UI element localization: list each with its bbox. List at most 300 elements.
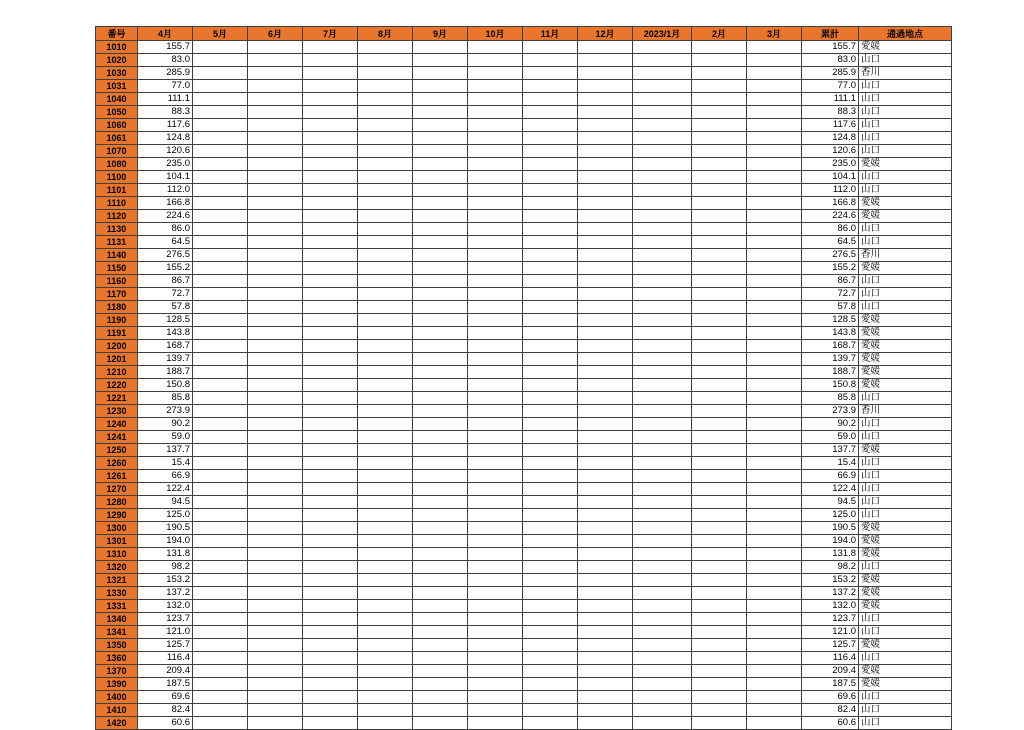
value-cell-sep[interactable] [413, 392, 468, 405]
value-cell-nov[interactable] [523, 41, 578, 54]
value-cell-jul[interactable] [303, 223, 358, 236]
total-cell[interactable]: 155.2 [802, 262, 859, 275]
value-cell-dec[interactable] [578, 171, 633, 184]
value-cell-jun[interactable] [248, 158, 303, 171]
value-cell-jul[interactable] [303, 236, 358, 249]
value-cell-mar[interactable] [747, 639, 802, 652]
value-cell-dec[interactable] [578, 444, 633, 457]
value-cell-mar[interactable] [747, 574, 802, 587]
value-cell-feb[interactable] [692, 600, 747, 613]
value-cell-jul[interactable] [303, 301, 358, 314]
value-cell-mar[interactable] [747, 249, 802, 262]
passing-point-cell[interactable]: 山口 [859, 288, 952, 301]
passing-point-cell[interactable]: 愛媛 [859, 197, 952, 210]
row-number-cell[interactable]: 1061 [96, 132, 138, 145]
value-cell-jul[interactable] [303, 249, 358, 262]
value-cell-sep[interactable] [413, 496, 468, 509]
value-cell-feb[interactable] [692, 67, 747, 80]
value-cell-jul[interactable] [303, 340, 358, 353]
value-cell-mar[interactable] [747, 158, 802, 171]
value-cell-dec[interactable] [578, 691, 633, 704]
value-cell-jun[interactable] [248, 457, 303, 470]
value-cell-dec[interactable] [578, 223, 633, 236]
row-number-cell[interactable]: 1100 [96, 171, 138, 184]
value-cell-apr[interactable]: 155.2 [138, 262, 193, 275]
value-cell-nov[interactable] [523, 340, 578, 353]
value-cell-aug[interactable] [358, 678, 413, 691]
value-cell-apr[interactable]: 143.8 [138, 327, 193, 340]
value-cell-mar[interactable] [747, 314, 802, 327]
value-cell-may[interactable] [193, 470, 248, 483]
value-cell-jun[interactable] [248, 626, 303, 639]
value-cell-feb[interactable] [692, 366, 747, 379]
row-number-cell[interactable]: 1360 [96, 652, 138, 665]
total-cell[interactable]: 187.5 [802, 678, 859, 691]
value-cell-sep[interactable] [413, 509, 468, 522]
value-cell-apr[interactable]: 83.0 [138, 54, 193, 67]
value-cell-may[interactable] [193, 418, 248, 431]
value-cell-jul[interactable] [303, 704, 358, 717]
value-cell-mar[interactable] [747, 509, 802, 522]
value-cell-apr[interactable]: 98.2 [138, 561, 193, 574]
passing-point-cell[interactable]: 山口 [859, 509, 952, 522]
total-cell[interactable]: 190.5 [802, 522, 859, 535]
value-cell-apr[interactable]: 120.6 [138, 145, 193, 158]
value-cell-jun[interactable] [248, 639, 303, 652]
value-cell-aug[interactable] [358, 340, 413, 353]
value-cell-feb[interactable] [692, 379, 747, 392]
passing-point-cell[interactable]: 愛媛 [859, 314, 952, 327]
passing-point-cell[interactable]: 山口 [859, 652, 952, 665]
value-cell-aug[interactable] [358, 509, 413, 522]
value-cell-nov[interactable] [523, 184, 578, 197]
value-cell-jul[interactable] [303, 106, 358, 119]
value-cell-apr[interactable]: 125.7 [138, 639, 193, 652]
row-number-cell[interactable]: 1300 [96, 522, 138, 535]
total-cell[interactable]: 72.7 [802, 288, 859, 301]
passing-point-cell[interactable]: 香川 [859, 249, 952, 262]
value-cell-apr[interactable]: 66.9 [138, 470, 193, 483]
row-number-cell[interactable]: 1330 [96, 587, 138, 600]
value-cell-may[interactable] [193, 301, 248, 314]
value-cell-jan[interactable] [633, 613, 692, 626]
value-cell-jul[interactable] [303, 535, 358, 548]
value-cell-aug[interactable] [358, 717, 413, 730]
value-cell-oct[interactable] [468, 392, 523, 405]
row-number-cell[interactable]: 1261 [96, 470, 138, 483]
total-cell[interactable]: 66.9 [802, 470, 859, 483]
value-cell-dec[interactable] [578, 145, 633, 158]
value-cell-oct[interactable] [468, 288, 523, 301]
value-cell-mar[interactable] [747, 145, 802, 158]
value-cell-sep[interactable] [413, 639, 468, 652]
value-cell-dec[interactable] [578, 106, 633, 119]
total-cell[interactable]: 150.8 [802, 379, 859, 392]
row-number-cell[interactable]: 1070 [96, 145, 138, 158]
value-cell-oct[interactable] [468, 600, 523, 613]
value-cell-oct[interactable] [468, 717, 523, 730]
value-cell-jan[interactable] [633, 340, 692, 353]
value-cell-apr[interactable]: 122.4 [138, 483, 193, 496]
value-cell-dec[interactable] [578, 236, 633, 249]
value-cell-dec[interactable] [578, 652, 633, 665]
total-cell[interactable]: 168.7 [802, 340, 859, 353]
row-number-cell[interactable]: 1331 [96, 600, 138, 613]
value-cell-aug[interactable] [358, 145, 413, 158]
value-cell-dec[interactable] [578, 275, 633, 288]
value-cell-jun[interactable] [248, 236, 303, 249]
value-cell-may[interactable] [193, 158, 248, 171]
passing-point-cell[interactable]: 愛媛 [859, 600, 952, 613]
total-cell[interactable]: 117.6 [802, 119, 859, 132]
total-cell[interactable]: 104.1 [802, 171, 859, 184]
value-cell-mar[interactable] [747, 54, 802, 67]
value-cell-nov[interactable] [523, 223, 578, 236]
value-cell-mar[interactable] [747, 496, 802, 509]
value-cell-apr[interactable]: 187.5 [138, 678, 193, 691]
total-cell[interactable]: 122.4 [802, 483, 859, 496]
value-cell-apr[interactable]: 69.6 [138, 691, 193, 704]
value-cell-sep[interactable] [413, 171, 468, 184]
total-cell[interactable]: 166.8 [802, 197, 859, 210]
value-cell-oct[interactable] [468, 106, 523, 119]
value-cell-dec[interactable] [578, 132, 633, 145]
passing-point-cell[interactable]: 山口 [859, 431, 952, 444]
value-cell-feb[interactable] [692, 288, 747, 301]
row-number-cell[interactable]: 1200 [96, 340, 138, 353]
value-cell-may[interactable] [193, 210, 248, 223]
value-cell-apr[interactable]: 88.3 [138, 106, 193, 119]
value-cell-may[interactable] [193, 184, 248, 197]
value-cell-feb[interactable] [692, 522, 747, 535]
value-cell-aug[interactable] [358, 392, 413, 405]
value-cell-aug[interactable] [358, 106, 413, 119]
value-cell-feb[interactable] [692, 80, 747, 93]
value-cell-jan[interactable] [633, 93, 692, 106]
value-cell-jun[interactable] [248, 600, 303, 613]
value-cell-sep[interactable] [413, 561, 468, 574]
value-cell-may[interactable] [193, 132, 248, 145]
value-cell-may[interactable] [193, 93, 248, 106]
row-number-cell[interactable]: 1350 [96, 639, 138, 652]
value-cell-oct[interactable] [468, 535, 523, 548]
passing-point-cell[interactable]: 山口 [859, 119, 952, 132]
value-cell-dec[interactable] [578, 522, 633, 535]
value-cell-jan[interactable] [633, 210, 692, 223]
value-cell-may[interactable] [193, 314, 248, 327]
value-cell-nov[interactable] [523, 314, 578, 327]
value-cell-nov[interactable] [523, 249, 578, 262]
value-cell-aug[interactable] [358, 613, 413, 626]
passing-point-cell[interactable]: 愛媛 [859, 535, 952, 548]
value-cell-apr[interactable]: 112.0 [138, 184, 193, 197]
row-number-cell[interactable]: 1191 [96, 327, 138, 340]
value-cell-dec[interactable] [578, 262, 633, 275]
value-cell-jun[interactable] [248, 145, 303, 158]
value-cell-aug[interactable] [358, 431, 413, 444]
value-cell-may[interactable] [193, 405, 248, 418]
value-cell-jul[interactable] [303, 600, 358, 613]
value-cell-nov[interactable] [523, 236, 578, 249]
value-cell-apr[interactable]: 116.4 [138, 652, 193, 665]
value-cell-sep[interactable] [413, 106, 468, 119]
value-cell-jun[interactable] [248, 548, 303, 561]
value-cell-sep[interactable] [413, 483, 468, 496]
row-number-cell[interactable]: 1010 [96, 41, 138, 54]
passing-point-cell[interactable]: 山口 [859, 275, 952, 288]
value-cell-dec[interactable] [578, 535, 633, 548]
value-cell-mar[interactable] [747, 431, 802, 444]
value-cell-dec[interactable] [578, 470, 633, 483]
row-number-cell[interactable]: 1341 [96, 626, 138, 639]
value-cell-mar[interactable] [747, 210, 802, 223]
value-cell-jul[interactable] [303, 197, 358, 210]
value-cell-jul[interactable] [303, 431, 358, 444]
value-cell-oct[interactable] [468, 704, 523, 717]
value-cell-sep[interactable] [413, 379, 468, 392]
value-cell-nov[interactable] [523, 301, 578, 314]
row-number-cell[interactable]: 1220 [96, 379, 138, 392]
value-cell-may[interactable] [193, 652, 248, 665]
value-cell-nov[interactable] [523, 132, 578, 145]
value-cell-aug[interactable] [358, 366, 413, 379]
value-cell-oct[interactable] [468, 353, 523, 366]
value-cell-oct[interactable] [468, 405, 523, 418]
value-cell-nov[interactable] [523, 67, 578, 80]
value-cell-mar[interactable] [747, 613, 802, 626]
value-cell-oct[interactable] [468, 67, 523, 80]
value-cell-dec[interactable] [578, 704, 633, 717]
value-cell-nov[interactable] [523, 626, 578, 639]
value-cell-nov[interactable] [523, 483, 578, 496]
value-cell-mar[interactable] [747, 379, 802, 392]
value-cell-nov[interactable] [523, 405, 578, 418]
value-cell-sep[interactable] [413, 522, 468, 535]
value-cell-apr[interactable]: 77.0 [138, 80, 193, 93]
value-cell-mar[interactable] [747, 600, 802, 613]
value-cell-nov[interactable] [523, 652, 578, 665]
value-cell-mar[interactable] [747, 678, 802, 691]
value-cell-nov[interactable] [523, 119, 578, 132]
value-cell-sep[interactable] [413, 574, 468, 587]
value-cell-sep[interactable] [413, 535, 468, 548]
value-cell-dec[interactable] [578, 600, 633, 613]
total-cell[interactable]: 131.8 [802, 548, 859, 561]
value-cell-nov[interactable] [523, 366, 578, 379]
value-cell-sep[interactable] [413, 236, 468, 249]
value-cell-sep[interactable] [413, 353, 468, 366]
value-cell-sep[interactable] [413, 262, 468, 275]
passing-point-cell[interactable]: 山口 [859, 470, 952, 483]
value-cell-may[interactable] [193, 665, 248, 678]
passing-point-cell[interactable]: 山口 [859, 613, 952, 626]
column-header-nov[interactable]: 11月 [523, 27, 578, 41]
total-cell[interactable]: 82.4 [802, 704, 859, 717]
value-cell-jun[interactable] [248, 496, 303, 509]
passing-point-cell[interactable]: 愛媛 [859, 340, 952, 353]
value-cell-may[interactable] [193, 678, 248, 691]
value-cell-apr[interactable]: 137.7 [138, 444, 193, 457]
value-cell-oct[interactable] [468, 236, 523, 249]
value-cell-jul[interactable] [303, 288, 358, 301]
value-cell-feb[interactable] [692, 262, 747, 275]
value-cell-jul[interactable] [303, 93, 358, 106]
value-cell-apr[interactable]: 273.9 [138, 405, 193, 418]
value-cell-oct[interactable] [468, 470, 523, 483]
value-cell-dec[interactable] [578, 41, 633, 54]
total-cell[interactable]: 86.7 [802, 275, 859, 288]
value-cell-feb[interactable] [692, 574, 747, 587]
value-cell-aug[interactable] [358, 470, 413, 483]
value-cell-dec[interactable] [578, 301, 633, 314]
value-cell-jun[interactable] [248, 340, 303, 353]
value-cell-jun[interactable] [248, 314, 303, 327]
value-cell-mar[interactable] [747, 275, 802, 288]
value-cell-may[interactable] [193, 613, 248, 626]
value-cell-jan[interactable] [633, 366, 692, 379]
value-cell-dec[interactable] [578, 249, 633, 262]
value-cell-jul[interactable] [303, 626, 358, 639]
value-cell-nov[interactable] [523, 470, 578, 483]
value-cell-mar[interactable] [747, 548, 802, 561]
value-cell-oct[interactable] [468, 262, 523, 275]
passing-point-cell[interactable]: 山口 [859, 457, 952, 470]
value-cell-jun[interactable] [248, 587, 303, 600]
value-cell-apr[interactable]: 15.4 [138, 457, 193, 470]
row-number-cell[interactable]: 1080 [96, 158, 138, 171]
value-cell-may[interactable] [193, 249, 248, 262]
value-cell-dec[interactable] [578, 587, 633, 600]
value-cell-oct[interactable] [468, 418, 523, 431]
value-cell-may[interactable] [193, 561, 248, 574]
value-cell-oct[interactable] [468, 340, 523, 353]
total-cell[interactable]: 124.8 [802, 132, 859, 145]
value-cell-jul[interactable] [303, 210, 358, 223]
value-cell-sep[interactable] [413, 132, 468, 145]
value-cell-jun[interactable] [248, 392, 303, 405]
value-cell-apr[interactable]: 123.7 [138, 613, 193, 626]
value-cell-aug[interactable] [358, 444, 413, 457]
value-cell-feb[interactable] [692, 210, 747, 223]
value-cell-jun[interactable] [248, 119, 303, 132]
value-cell-sep[interactable] [413, 145, 468, 158]
value-cell-jun[interactable] [248, 80, 303, 93]
value-cell-sep[interactable] [413, 223, 468, 236]
value-cell-sep[interactable] [413, 93, 468, 106]
value-cell-mar[interactable] [747, 132, 802, 145]
value-cell-mar[interactable] [747, 457, 802, 470]
value-cell-feb[interactable] [692, 197, 747, 210]
row-number-cell[interactable]: 1310 [96, 548, 138, 561]
value-cell-jan[interactable] [633, 392, 692, 405]
value-cell-apr[interactable]: 168.7 [138, 340, 193, 353]
row-number-cell[interactable]: 1280 [96, 496, 138, 509]
passing-point-cell[interactable]: 愛媛 [859, 327, 952, 340]
value-cell-dec[interactable] [578, 392, 633, 405]
value-cell-sep[interactable] [413, 418, 468, 431]
value-cell-jan[interactable] [633, 54, 692, 67]
passing-point-cell[interactable]: 山口 [859, 691, 952, 704]
value-cell-jun[interactable] [248, 665, 303, 678]
value-cell-jan[interactable] [633, 522, 692, 535]
total-cell[interactable]: 137.7 [802, 444, 859, 457]
value-cell-jun[interactable] [248, 483, 303, 496]
value-cell-apr[interactable]: 72.7 [138, 288, 193, 301]
value-cell-sep[interactable] [413, 184, 468, 197]
value-cell-may[interactable] [193, 691, 248, 704]
value-cell-sep[interactable] [413, 704, 468, 717]
value-cell-jun[interactable] [248, 717, 303, 730]
value-cell-jun[interactable] [248, 652, 303, 665]
passing-point-cell[interactable]: 愛媛 [859, 366, 952, 379]
value-cell-nov[interactable] [523, 600, 578, 613]
total-cell[interactable]: 132.0 [802, 600, 859, 613]
row-number-cell[interactable]: 1140 [96, 249, 138, 262]
value-cell-dec[interactable] [578, 80, 633, 93]
value-cell-jul[interactable] [303, 639, 358, 652]
value-cell-oct[interactable] [468, 145, 523, 158]
value-cell-mar[interactable] [747, 665, 802, 678]
passing-point-cell[interactable]: 愛媛 [859, 665, 952, 678]
value-cell-may[interactable] [193, 587, 248, 600]
value-cell-may[interactable] [193, 366, 248, 379]
value-cell-may[interactable] [193, 275, 248, 288]
value-cell-jun[interactable] [248, 223, 303, 236]
value-cell-apr[interactable]: 117.6 [138, 119, 193, 132]
value-cell-sep[interactable] [413, 366, 468, 379]
value-cell-mar[interactable] [747, 366, 802, 379]
value-cell-mar[interactable] [747, 106, 802, 119]
value-cell-aug[interactable] [358, 353, 413, 366]
value-cell-sep[interactable] [413, 652, 468, 665]
value-cell-feb[interactable] [692, 145, 747, 158]
value-cell-jun[interactable] [248, 470, 303, 483]
value-cell-jul[interactable] [303, 41, 358, 54]
value-cell-jan[interactable] [633, 717, 692, 730]
value-cell-sep[interactable] [413, 119, 468, 132]
value-cell-aug[interactable] [358, 132, 413, 145]
total-cell[interactable]: 125.7 [802, 639, 859, 652]
value-cell-oct[interactable] [468, 691, 523, 704]
row-number-cell[interactable]: 1020 [96, 54, 138, 67]
passing-point-cell[interactable]: 愛媛 [859, 587, 952, 600]
value-cell-jan[interactable] [633, 548, 692, 561]
value-cell-oct[interactable] [468, 678, 523, 691]
total-cell[interactable]: 77.0 [802, 80, 859, 93]
total-cell[interactable]: 121.0 [802, 626, 859, 639]
value-cell-oct[interactable] [468, 119, 523, 132]
value-cell-aug[interactable] [358, 262, 413, 275]
value-cell-apr[interactable]: 137.2 [138, 587, 193, 600]
value-cell-aug[interactable] [358, 236, 413, 249]
passing-point-cell[interactable]: 愛媛 [859, 353, 952, 366]
value-cell-sep[interactable] [413, 210, 468, 223]
value-cell-jul[interactable] [303, 171, 358, 184]
total-cell[interactable]: 90.2 [802, 418, 859, 431]
value-cell-jan[interactable] [633, 379, 692, 392]
passing-point-cell[interactable]: 山口 [859, 717, 952, 730]
value-cell-sep[interactable] [413, 327, 468, 340]
value-cell-apr[interactable]: 224.6 [138, 210, 193, 223]
value-cell-jan[interactable] [633, 509, 692, 522]
value-cell-feb[interactable] [692, 171, 747, 184]
value-cell-apr[interactable]: 128.5 [138, 314, 193, 327]
value-cell-apr[interactable]: 82.4 [138, 704, 193, 717]
value-cell-mar[interactable] [747, 184, 802, 197]
value-cell-may[interactable] [193, 80, 248, 93]
value-cell-nov[interactable] [523, 678, 578, 691]
value-cell-apr[interactable]: 86.7 [138, 275, 193, 288]
